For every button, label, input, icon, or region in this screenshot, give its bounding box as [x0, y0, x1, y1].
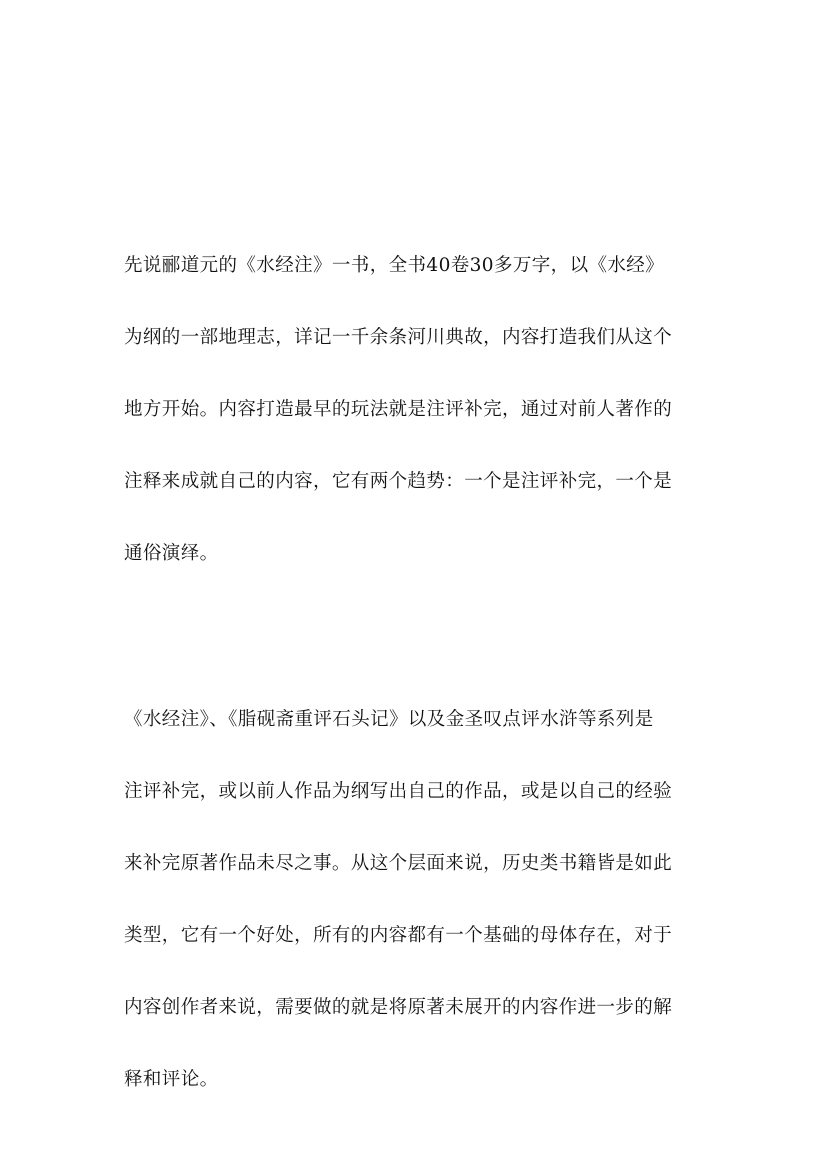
text-line: 通俗演绎。 [124, 543, 219, 564]
text-line: 释和评论。 [124, 1069, 219, 1090]
text-line: 类型，它有一个好处，所有的内容都有一个基础的母体存在，对于 [124, 925, 673, 946]
text-line: 内容创作者来说，需要做的就是将原著未展开的内容作进一步的解 [124, 997, 673, 1018]
text-line: 地方开始。内容打造最早的玩法就是注评补完，通过对前人著作的 [124, 399, 673, 420]
text-line: 注释来成就自己的内容，它有两个趋势：一个是注评补完，一个是 [124, 471, 673, 492]
paragraph-shuijingzhu-intro [124, 254, 714, 614]
text-line: 来补完原著作品未尽之事。从这个层面来说，历史类书籍皆是如此 [124, 853, 673, 874]
text-line: 注评补完，或以前人作品为纲写出自己的作品，或是以自己的经验 [124, 781, 673, 802]
text-line: 《水经注》、《脂砚斋重评石头记》以及金圣叹点评水浒等系列是 [124, 709, 654, 730]
text-line: 先说郦道元的《水经注》一书，全书40卷30多万字，以《水经》 [124, 255, 665, 276]
text-line: 为纲的一部地理志，详记一千余条河川典故，内容打造我们从这个 [124, 327, 673, 348]
paragraph-annotation-completion [124, 708, 714, 1140]
